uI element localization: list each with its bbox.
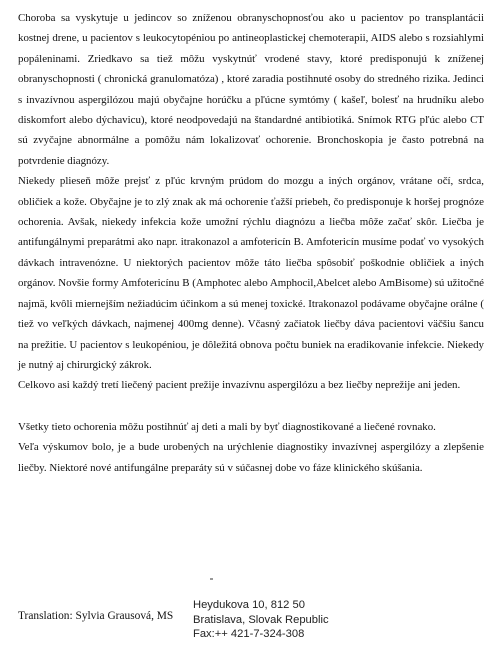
address-line-street: Heydukova 10, 812 50 bbox=[193, 599, 305, 611]
paragraph-survival: Celkovo asi každý tretí liečený pacient prežije invazívnu aspergilózu a bez liečby neprežije ani jeden. bbox=[18, 379, 461, 392]
document-body bbox=[18, 8, 484, 478]
address-stamp bbox=[193, 598, 329, 642]
paragraph-spread-and-treatment: Niekedy plieseň môže prejsť z pľúc krvným prúdom do mozgu a iných orgánov, vrátane očí, srdca, obličiek a kože. Obyčajne je to zlý znak ak má ochorenie ťažší priebeh, čo predisponuje k horšej prognóze ochorenia. Avšak, niekedy infekcia kože umožní rýchlu diagnózu a liečba môže začať skôr. Liečba je antifungálnymi preparátmi ako napr. itrakonazol a amfotericín B. Amfotericín musíme podať vo vysokých dávkach intravenózne. U niektorých pacientov môže táto liečba spôsobiť poškodnie obličiek a iných orgánov. Novšie formy Amfotericínu B (Amphotec alebo Amphocil,Abelcet alebo AmBisome) sú užitočné najmä, kvôli miernejším nežiadúcim účinkom a sú menej toxické. Itrakonazol podávame obyčajne orálne ( tiež vo veľkých dávkach, najmenej 400mg denne). Včasný začiatok liečby dáva pacientovi väčšiu šancu na prežitie. U pacientov s leukopéniou, je dôležitá obnova počtu buniek na eradikovanie infekcie. Niekedy je nutný aj chirurgický zákrok. bbox=[18, 175, 484, 371]
address-line-city: Bratislava, Slovak Republic bbox=[193, 613, 329, 626]
translation-credit: Translation: Sylvia Grausová, MS bbox=[18, 610, 174, 622]
address-line-fax: Fax:++ 421-7-324-308 bbox=[193, 628, 305, 640]
paragraph-children: Všetky tieto ochorenia môžu postihnúť aj deti a mali by byť diagnostikované a liečené rovnako. bbox=[18, 420, 436, 433]
paragraph-research: Veľa výskumov bolo, je a bude urobených na urýchlenie diagnostiky invazívnej aspergilózy a zlepšenie liečby. Niektoré nové antifungálne preparáty sú v súčasnej dobe vo fáze klinického skúšania. bbox=[18, 441, 484, 474]
paragraph-gap bbox=[18, 396, 484, 417]
paragraph-risk-and-symptoms: Choroba sa vyskytuje u jedincov so zníženou obranyschopnosťou ako u pacientov po transplantácii kostnej drene, u pacientov s leukocytopéniou po antineoplastickej chemoterapii, AIDS alebo s rozsiahlymi popáleninami. Zriedkavo sa tiež môžu vyskytnúť vrodené stavy, ktoré predisponujú k zníženej obranyschopnosti ( chronická granulomatóza) , ktoré zaradia postihnuté osoby do stredného rizika. Jedinci s invazívnou aspergilózou majú obyčajne horúčku a pľúcne symtómy ( kašeľ, bolesť na hrudníku alebo diskomfort alebo dýchavicu), ktoré neodpovedajú na štandardné antibiotiká. Snímok RTG pľúc alebo CT sú zvyčajne abnormálne a pomôžu nám lokalizovať ochorenie. Bronchoskopia je často potrebná na potvrdenie diagnózy. bbox=[18, 12, 484, 167]
scan-speck bbox=[210, 578, 213, 580]
